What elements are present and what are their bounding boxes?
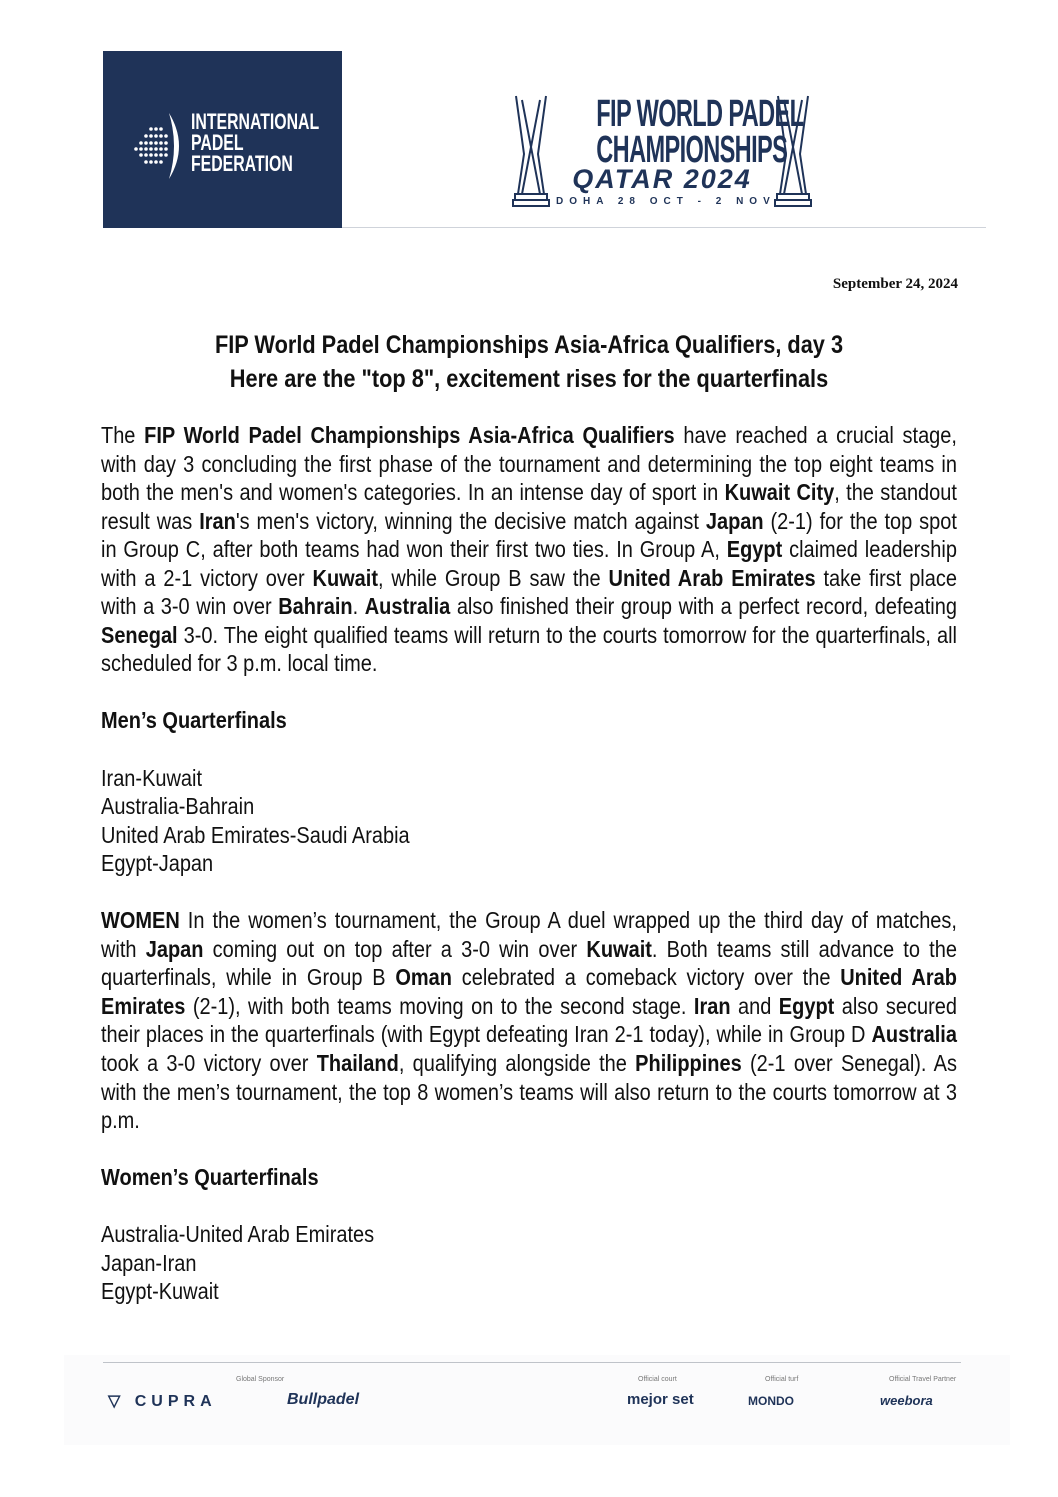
text-run: also secured their places in the quarterfinals (with Egypt defeating Iran 2-1 today), while in Group D <box>101 992 957 1048</box>
womens-matches-list <box>101 1220 957 1306</box>
text-run: claimed leadership with a 2-1 victory over <box>101 536 957 591</box>
text-run: (2-1 over Senegal). As with the men’s tournament, the top 8 women’s teams will also return to the courts tomorrow at 3 p.m. <box>101 1050 957 1134</box>
official-turf-label: Official turf <box>765 1376 799 1383</box>
text-run: and <box>730 992 779 1019</box>
bold-text: Senegal <box>101 621 178 648</box>
trophy-icon <box>512 94 550 208</box>
fip-logo <box>103 51 342 228</box>
press-release-date: September 24, 2024 <box>832 276 958 292</box>
bold-text: Kuwait City <box>724 479 835 506</box>
bold-text: Egypt <box>726 536 783 563</box>
text-run: (2-1), with both teams moving on to the second stage. <box>185 992 694 1019</box>
intro-paragraph <box>101 421 957 678</box>
match-item: Australia-Bahrain <box>101 793 255 820</box>
match-item: Egypt-Japan <box>101 850 214 877</box>
bold-text: Philippines <box>635 1050 742 1077</box>
bold-text: Bahrain <box>278 593 353 620</box>
text-run: coming out on top after a 3-0 win over <box>203 935 587 962</box>
logo-line: PADEL <box>191 130 244 155</box>
bold-text: FIP World Padel Championships Asia-Africa Qualifiers <box>144 422 675 448</box>
mondo-logo: MONDO <box>748 1394 794 1408</box>
text-run: (2-1) for the top spot in Group C, after both teams had won their first two ties. In Group A, <box>101 507 957 563</box>
text-run: In the women’s tournament, the Group A duel wrapped up the third day of matches, with <box>101 907 957 962</box>
bullpadel-logo: Bullpadel <box>287 1391 360 1408</box>
article-body <box>101 421 957 1335</box>
sponsor-name: CUPRA <box>134 1393 217 1410</box>
bold-text: Iran <box>199 507 236 534</box>
weebora-logo: weebora <box>880 1393 933 1408</box>
bold-text: Oman <box>395 964 452 991</box>
bold-text: Kuwait <box>312 564 378 591</box>
bold-text: Iran <box>693 992 731 1019</box>
match-item: Egypt-Kuwait <box>101 1278 219 1305</box>
text-run: also finished their group with a perfect record, defeating <box>450 593 957 620</box>
bold-text: Egypt <box>778 992 835 1019</box>
match-item: Australia-United Arab Emirates <box>101 1221 375 1248</box>
text-run: , qualifying alongside the <box>398 1050 636 1077</box>
match-item: United Arab Emirates-Saudi Arabia <box>101 821 410 848</box>
bold-text: Japan <box>145 935 204 962</box>
text-run: The <box>101 422 145 448</box>
womens-quarterfinals-heading: Women’s Quarterfinals <box>101 1164 319 1191</box>
logo-line: FIP WORLD PADEL <box>596 93 804 135</box>
text-run: . <box>352 593 365 620</box>
text-run: , while Group B saw the <box>377 564 609 591</box>
text-run: have reached a crucial stage, with day 3 concluding the first phase of the tournament and determining the top eight teams in both the men's and women's categories. In an intense day of sport in <box>101 422 957 506</box>
bold-text: Kuwait <box>586 935 652 962</box>
text-run: 's men's victory, winning the decisive match against <box>235 507 706 534</box>
event-logo-location: QATAR 2024 <box>572 164 752 194</box>
bold-text: WOMEN <box>101 907 180 934</box>
bold-text: United Arab Emirates <box>608 564 816 591</box>
header-divider <box>342 227 986 228</box>
mens-quarterfinals-heading: Men’s Quarterfinals <box>101 707 287 734</box>
text-run: celebrated a comeback victory over the <box>451 964 841 991</box>
travel-partner-label: Official Travel Partner <box>889 1376 957 1383</box>
page-title <box>0 328 1058 396</box>
subtitle-line: Here are the "top 8", excitement rises for the quarterfinals <box>229 365 829 393</box>
text-run: , the standout result was <box>101 479 957 534</box>
bold-text: Australia <box>871 1021 957 1048</box>
text-run: take first place with a 3-0 win over <box>101 564 957 620</box>
event-logo-dates: DOHA 28 OCT - 2 NOV <box>556 196 776 207</box>
bold-text: Australia <box>364 593 451 620</box>
global-sponsor-label: Global Sponsor <box>236 1376 285 1383</box>
text-run: took a 3-0 victory over <box>101 1050 317 1077</box>
text-run: . Both teams still advance to the quarterfinals, while in Group B <box>101 935 957 991</box>
event-logo <box>512 92 812 210</box>
official-court-label: Official court <box>638 1376 677 1383</box>
cupra-icon: ▽ <box>108 1393 135 1410</box>
match-item: Iran-Kuwait <box>101 764 203 791</box>
text-run: 3-0. The eight qualified teams will return to the courts tomorrow for the quarterfinals, all scheduled for 3 p.m. local time. <box>101 621 957 677</box>
padel-ball-icon <box>133 111 183 181</box>
women-paragraph <box>101 906 957 1134</box>
match-item: Japan-Iran <box>101 1249 197 1276</box>
title-line: FIP World Padel Championships Asia-Africa Qualifiers, day 3 <box>214 331 844 359</box>
bold-text: Japan <box>705 507 764 534</box>
mens-matches-list <box>101 764 957 878</box>
mejorset-logo: mejor set <box>627 1391 694 1408</box>
event-logo-title <box>596 93 804 171</box>
bold-text: Thailand <box>316 1050 399 1077</box>
footer-divider <box>103 1362 961 1363</box>
logo-line: FEDERATION <box>191 151 293 176</box>
cupra-logo <box>108 1391 217 1411</box>
fip-logo-text <box>191 111 319 174</box>
logo-line: CHAMPIONSHIPS <box>596 129 788 171</box>
logo-line: INTERNATIONAL <box>191 109 320 134</box>
bold-text: United Arab Emirates <box>101 964 957 1019</box>
